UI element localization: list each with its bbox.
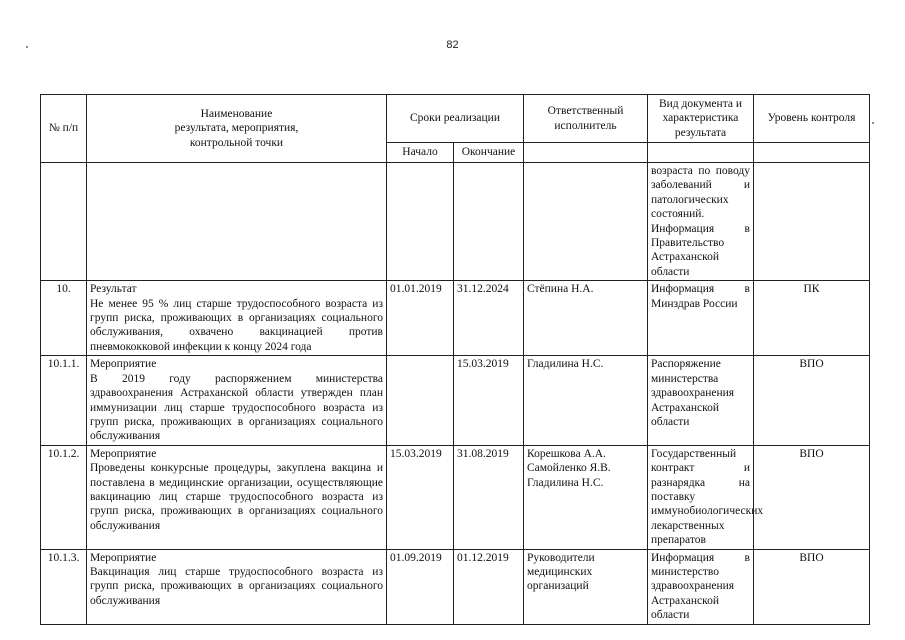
row-control: ВПО — [754, 356, 870, 445]
row-start: 15.03.2019 — [387, 445, 454, 549]
header-name-line: Наименование — [200, 107, 273, 120]
action-plan-table — [40, 94, 870, 625]
row-document: Распоряжение министерства здравоохранения Астраханской области — [648, 356, 754, 445]
continuation-name — [87, 163, 387, 281]
row-start — [387, 356, 454, 445]
row-number: 10.1.2. — [41, 445, 87, 549]
row-name — [87, 356, 387, 445]
continuation-end — [454, 163, 524, 281]
header-end: Окончание — [454, 143, 524, 163]
row-end: 31.08.2019 — [454, 445, 524, 549]
responsible-person: Стёпина Н.А. — [527, 283, 594, 296]
row-kind: Мероприятие — [90, 551, 157, 564]
header-name — [87, 95, 387, 163]
continuation-responsible — [524, 163, 648, 281]
header-responsible: Ответственный исполнитель — [524, 95, 648, 143]
header-document: Вид документа и характеристика результата — [648, 95, 754, 143]
row-text: Проведены конкурсные процедуры, закуплена вакцина и поставлена в медицинские организации, осуществляющие вакцинацию лиц старше трудоспособного возраста из групп риска, проживающих в организациях социального обслуживания — [90, 462, 383, 532]
header-control-sub — [754, 143, 870, 163]
row-responsible — [524, 549, 648, 624]
row-text: Вакцинация лиц старше трудоспособного возраста из групп риска, проживающих в организациях социального обслуживания — [90, 565, 383, 607]
responsible-person: Руководители медицинских организаций — [527, 551, 595, 593]
row-name — [87, 549, 387, 624]
row-text: Не менее 95 % лиц старше трудоспособного возраста из групп риска, проживающих в организациях социального обслуживания, охвачено вакцинацией против пневмококковой инфекции к концу 2024 года — [90, 297, 383, 353]
row-control: ПК — [754, 281, 870, 356]
row-document: Информация в министерство здравоохранения Астраханской области — [648, 549, 754, 624]
row-end: 31.12.2024 — [454, 281, 524, 356]
continuation-document: возраста по поводу заболеваний и патологических состояний. Информация в Правительство Астраханской области — [648, 163, 754, 281]
row-name — [87, 281, 387, 356]
responsible-person: Гладилина Н.С. — [527, 476, 604, 489]
row-kind: Результат — [90, 283, 137, 296]
row-end: 15.03.2019 — [454, 356, 524, 445]
row-start: 01.01.2019 — [387, 281, 454, 356]
responsible-person: Самойленко Я.В. — [527, 462, 611, 475]
row-end: 01.12.2019 — [454, 549, 524, 624]
continuation-start — [387, 163, 454, 281]
header-terms: Сроки реализации — [387, 95, 524, 143]
header-control: Уровень контроля — [754, 95, 870, 143]
row-number: 10.1.3. — [41, 549, 87, 624]
row-number: 10. — [41, 281, 87, 356]
header-responsible-sub — [524, 143, 648, 163]
responsible-person: Гладилина Н.С. — [527, 358, 604, 371]
row-name — [87, 445, 387, 549]
row-document: Информация в Минздрав России — [648, 281, 754, 356]
header-name-line: результата, мероприятия, — [174, 122, 299, 135]
header-document-sub — [648, 143, 754, 163]
header-name-line: контрольной точки — [189, 136, 284, 149]
row-kind: Мероприятие — [90, 447, 157, 460]
row-responsible — [524, 281, 648, 356]
header-number: № п/п — [41, 95, 87, 163]
row-text: В 2019 году распоряжением министерства здравоохранения Астраханской области утвержден план иммунизации лиц старше трудоспособного возраста из групп риска, проживающих в организациях социального обслуживания — [90, 372, 383, 443]
page-number: 82 — [446, 39, 459, 51]
row-document: Государственный контракт и разнарядка на поставку иммунобиологических лекарственных препаратов — [648, 445, 754, 549]
header-start: Начало — [387, 143, 454, 163]
row-kind: Мероприятие — [90, 358, 157, 371]
continuation-number — [41, 163, 87, 281]
row-control: ВПО — [754, 445, 870, 549]
row-control: ВПО — [754, 549, 870, 624]
row-start: 01.09.2019 — [387, 549, 454, 624]
responsible-person: Корешкова А.А. — [527, 447, 606, 460]
row-responsible — [524, 356, 648, 445]
scan-speck — [872, 122, 874, 124]
row-responsible — [524, 445, 648, 549]
row-number: 10.1.1. — [41, 356, 87, 445]
continuation-control — [754, 163, 870, 281]
